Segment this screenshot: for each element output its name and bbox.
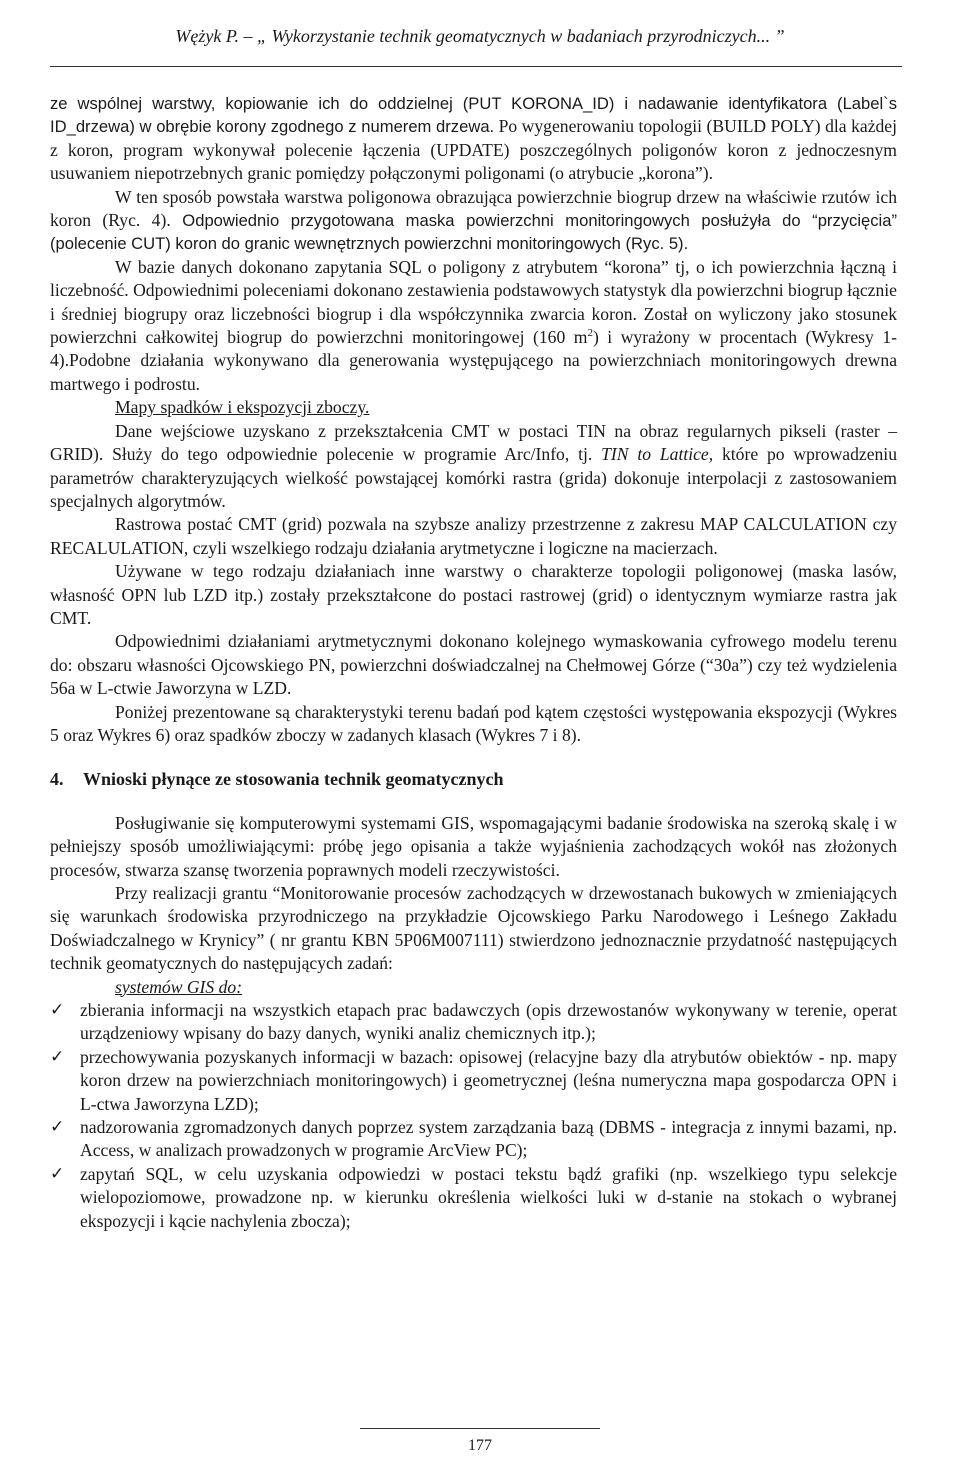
paragraph-4: Dane wejściowe uzyskano z przekształcenia CMT w postaci TIN na obraz regularnych pikseli (raster – GRID). Służy do tego odpowiednie polecenie w programie Arc/Info, tj. TIN to Lattice, które po wprowadzeniu parametrów charakteryzujących wielkość powstającej komórki rastra (grida) dokonuje interpolacji z zastosowaniem specjalnych algorytmów.: [50, 420, 897, 511]
paragraph-5: Rastrowa postać CMT (grid) pozwala na szybsze analizy przestrzenne z zakresu MAP CALCULATION czy RECALULATION, czyli wszelkiego rodzaju działania arytmetyczne i logiczne na macierzach.: [50, 514, 897, 558]
checkmark-icon: ✓: [50, 1163, 65, 1184]
checkmark-icon: ✓: [50, 1117, 65, 1138]
paragraph-8: Poniżej prezentowane są charakterystyki terenu badań pod kątem częstości występowania ekspozycji (Wykres 5 oraz Wykres 6) oraz spadków zboczy w zadanych klasach (Wykres 7 i 8).: [50, 701, 897, 745]
paragraph-7: Odpowiednimi działaniami arytmetycznymi dokonano kolejnego wymaskowania cyfrowego modelu terenu do: obszaru własności Ojcowskiego PN, powierzchni doświadczalnej na Chełmowej Górze (“30a”) czy też wydzielenia 56a w L-ctwie Jaworzyna w LZD.: [50, 631, 897, 699]
body-text: [50, 92, 897, 1233]
list-item: ✓ zbierania informacji na wszystkich etapach prac badawczych (opis drzewostanów wykonywany w terenie, operat urządzeniowy wpisany do bazy danych, wyniki analiz chemicznych itp.);: [50, 1000, 897, 1044]
subheading-gis: systemów GIS do:: [115, 976, 243, 997]
page-number: 177: [468, 1437, 492, 1454]
checkmark-icon: ✓: [50, 1046, 65, 1067]
list-item: ✓ nadzorowania zgromadzonych danych poprzez system zarządzania bazą (DBMS - integracja z innymi bazami, np. Access, w analizach prowadzonych w programie ArcView PC);: [50, 1117, 897, 1161]
paragraph-6: Używane w tego rodzaju działaniach inne warstwy o charakterze topologii poligonowej (maska lasów, własność OPN lub LZD itp.) zostały przekształcone do postaci rastrowej (grid) o identycznym wymiarze rastra jak CMT.: [50, 561, 897, 628]
section-heading: 4. Wnioski płynące ze stosowania technik geomatycznych: [50, 769, 504, 790]
checkmark-icon: ✓: [50, 1000, 65, 1021]
footer-divider: [360, 1428, 600, 1429]
section-paragraph-2: Przy realizacji grantu “Monitorowanie procesów zachodzących w drzewostanach bukowych w zmieniających się warunkach środowiska przyrodniczego na przykładzie Ojcowskiego Parku Narodowego i Leśnego Zakładu Doświadczalnego w Krynicy” ( nr grantu KBN 5P06M007111) stwierdzono jednoznacznie przydatność następujących technik geomatycznych do następujących zadań:: [50, 883, 897, 974]
section-paragraph-1: Posługiwanie się komputerowymi systemami GIS, wspomagającymi badanie środowiska na szeroką skalę i w pełniejszy sposób umożliwiającymi: próbę jego opisania a także wyjaśnienia zachodzących wokół nas złożonych procesów, stwarza szansę tworzenia poprawnych modeli rzeczywistości.: [50, 812, 897, 880]
subheading-maps: Mapy spadków i ekspozycji zboczy.: [115, 397, 370, 418]
running-header: Wężyk P. – „ Wykorzystanie technik geomatycznych w badaniach przyrodniczych... ”: [175, 26, 785, 46]
header-divider: [50, 66, 902, 67]
checklist: [50, 999, 897, 1233]
list-item: ✓ przechowywania pozyskanych informacji w bazach: opisowej (relacyjne bazy dla atrybutów obiektów - np. mapy koron drzew na powierzchniach monitoringowych) i geometrycznej (leśna numeryczna mapa gospodarcza OPN i L-ctwa Jaworzyna LZD);: [50, 1046, 897, 1114]
paragraph-1: ze wspólnej warstwy, kopiowanie ich do oddzielnej (PUT KORONA_ID) i nadawanie identyfikatora (Label`s ID_drzewa) w obrębie korony zgodnego z numerem drzewa. Po wygenerowaniu topologii (BUILD POLY) dla każdej z koron, program wykonywał polecenie łączenia (UPDATE) poszczególnych poligonów koron z jednoczesnym usuwaniem niepotrzebnych granic pomiędzy połączonymi poligonami (o atrybucie „korona”).: [50, 94, 897, 184]
paragraph-3: W bazie danych dokonano zapytania SQL o poligony z atrybutem “korona” tj, o ich powierzchnia łączną i liczebność. Odpowiednimi poleceniami dokonano zestawienia podstawowych statystyk dla powierzchni biogrup łącznie i średniej biogrupy oraz liczebności biogrup i dla współczynnika zwarcia koron. Został on wyliczony jako stosunek powierzchni całkowitej biogrup do powierzchni monitoringowej (160 $m^2$) i wyrażony w procentach (Wykresy 1- 4).Podobne działania wykonywano dla generowania występującego na powierzchniach monitoringowych drewna martwego i podrostu.: [50, 256, 897, 394]
paragraph-2: W ten sposób powstała warstwa poligonowa obrazująca powierzchnie biogrup drzew na właściwie rzutów ich koron (Ryc. 4). Odpowiednio przygotowana maska powierzchni monitoringowych posłużyła do “przycięcia” (polecenie CUT) koron do granic wewnętrznych powierzchni monitoringowych (Ryc. 5).: [50, 186, 897, 254]
list-item: ✓ zapytań SQL, w celu uzyskania odpowiedzi w postaci tekstu bądź grafiki (np. wszelkiego typu selekcje wielopoziomowe, prowadzone np. w kierunku określenia wielkości luki w d-stanie na stokach o wybranej ekspozycji i kącie nachylenia zbocza);: [50, 1163, 897, 1231]
